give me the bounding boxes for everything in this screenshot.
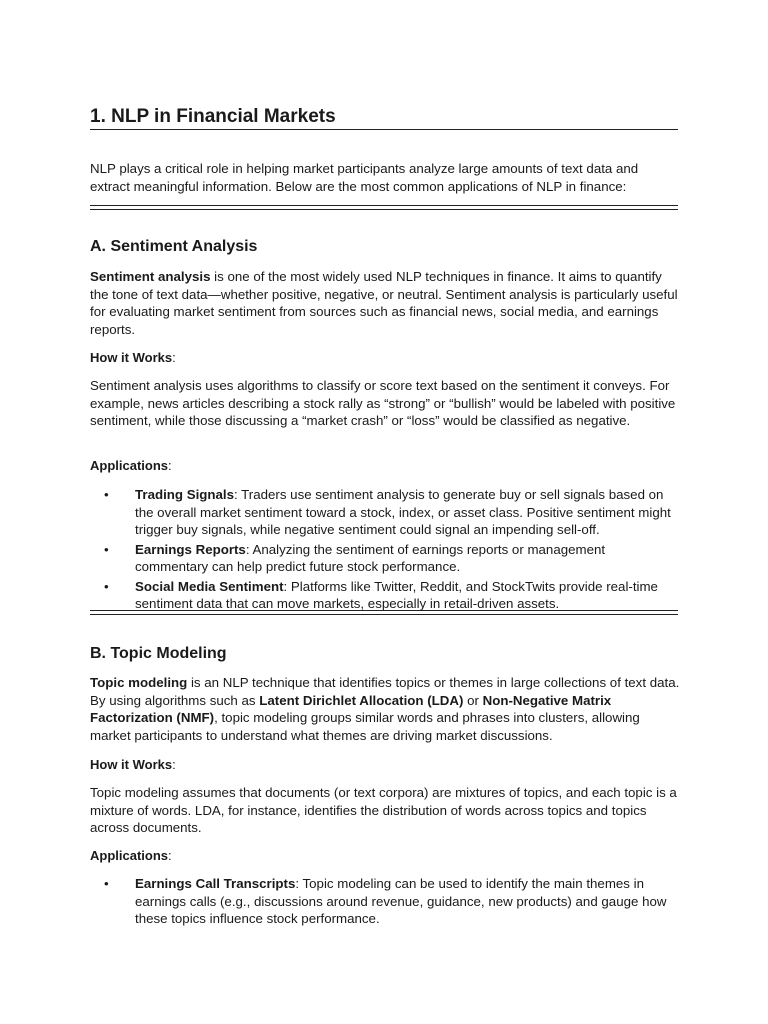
page-title: 1. NLP in Financial Markets (90, 106, 336, 127)
intro-paragraph: NLP plays a critical role in helping market participants analyze large amounts of text data and extract meaningful information. Below are the most common applications of NLP in finance: (90, 161, 639, 194)
list-item: • Earnings Reports: Analyzing the sentiment of earnings reports or management commentary can help predict future stock performance. (104, 541, 606, 574)
sentiment-term: Sentiment analysis (90, 269, 211, 284)
sentiment-paragraph (90, 268, 680, 338)
bullet-icon: • (104, 876, 109, 891)
sentiment-applications-list (90, 486, 680, 615)
list-item: • Trading Signals: Traders use sentiment analysis to generate buy or sell signals based on the overall market sentiment toward a stock, index, or asset class. Positive sentiment might trigger buy signals, while negative sentiment could signal an impending sell-off. (104, 487, 671, 537)
bullet-icon: • (104, 487, 109, 502)
sentiment-description: is one of the most widely used NLP techniques in finance. It aims to quantify the tone of text data—whether positive, negative, or neutral. Sentiment analysis is particularly useful for evaluating market sentiment from sources such as financial news, social media, and earnings reports. (90, 269, 678, 337)
how-it-works-text: Sentiment analysis uses algorithms to classify or score text based on the sentiment it conveys. For example, news articles describing a stock rally as “strong” or “bullish” would be labeled with positive sentiment, while those discussing a “market crash” or “loss” would be classified as negative. (90, 378, 676, 428)
title-rule (90, 129, 678, 130)
applications-label: Applications: (90, 848, 172, 863)
list-item: • Earnings Call Transcripts: Topic modeling can be used to identify the main themes in earnings calls (e.g., discussions around revenue, guidance, new products) and gauge how these topics influence stock performance. (104, 876, 667, 926)
section-heading-topic-modeling: B. Topic Modeling (90, 645, 227, 662)
how-it-works-label: How it Works: (90, 757, 176, 772)
section-heading-sentiment: A. Sentiment Analysis (90, 238, 258, 255)
bullet-icon: • (104, 578, 109, 594)
topic-applications-list (90, 875, 680, 930)
how-it-works-label: How it Works: (90, 350, 176, 365)
topic-modeling-paragraph: Topic modeling is an NLP technique that identifies topics or themes in large collections of text data. By using algorithms such as Latent Dirichlet Allocation (LDA) or Non-Negative Matrix Factorization (NMF), topic modeling groups similar words and phrases into clusters, allowing market participants to understand what themes are driving market discussions. (90, 675, 680, 743)
list-item: • Social Media Sentiment: Platforms like Twitter, Reddit, and StockTwits provide real-time sentiment data that can move markets, especially in retail-driven assets. (104, 578, 658, 611)
how-it-works-text: Topic modeling assumes that documents (or text corpora) are mixtures of topics, and each topic is a mixture of words. LDA, for instance, identifies the distribution of words across topics and topics across documents. (90, 785, 677, 835)
section-divider (90, 205, 678, 210)
applications-label: Applications: (90, 458, 172, 473)
section-divider (90, 610, 678, 615)
bullet-icon: • (104, 541, 109, 557)
